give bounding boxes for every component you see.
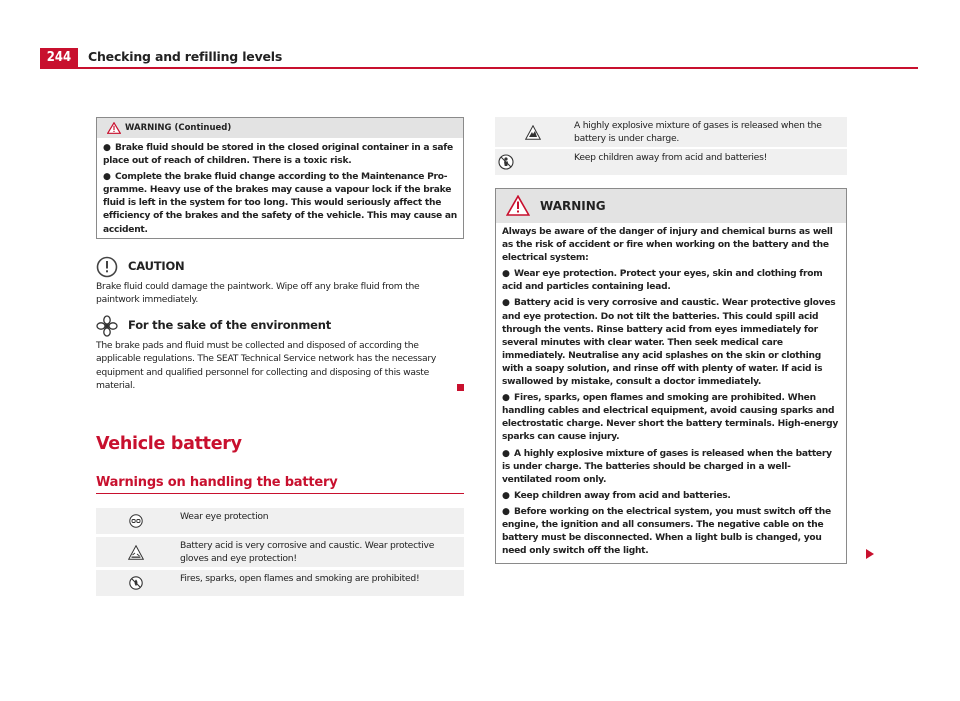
symbol-description: Wear eye protection bbox=[176, 508, 464, 534]
bullet-glyph: ● bbox=[502, 506, 510, 517]
header-rule bbox=[40, 67, 918, 69]
warning-bullet: ● Fires, sparks, open flames and smoking are prohibited. When handling cables and electrical equipment, avoid causing sparks and electrostatic charge. Never short the battery terminals. High-energy sparks can cause injury. bbox=[502, 393, 839, 443]
symbol-description: Fires, sparks, open flames and smoking are prohibited! bbox=[176, 570, 464, 596]
bullet-glyph: ● bbox=[502, 298, 510, 309]
caution-heading: CAUTION bbox=[96, 256, 464, 278]
right-symbol-table bbox=[495, 117, 847, 178]
warning-continued-box bbox=[96, 117, 464, 239]
warning-continued-title: WARNING (Continued) bbox=[125, 123, 232, 133]
warning-bullet: ● Brake fluid should be stored in the closed original container in a safe place out of reach of children. There is a toxic risk. bbox=[103, 143, 453, 167]
bullet-glyph: ● bbox=[103, 143, 111, 153]
continued-arrow-icon bbox=[866, 549, 874, 559]
warning-box bbox=[495, 188, 847, 564]
caution-text: Brake fluid could damage the paintwork. Wipe off any brake fluid from the paintwork immediately. bbox=[96, 281, 420, 306]
table-row bbox=[96, 570, 464, 596]
warning-triangle-icon bbox=[506, 195, 530, 216]
table-row bbox=[495, 117, 847, 147]
table-row bbox=[96, 537, 464, 567]
warning-bullet: ● A highly explosive mixture of gases is released when the battery is under charge. The batteries should be charged in a well-ventilated room only. bbox=[502, 448, 832, 485]
symbol-description: A highly explosive mixture of gases is released when the battery is under charge. bbox=[570, 117, 847, 147]
environment-text: The brake pads and fluid must be collected and disposed of according the applicable regulations. The SEAT Technical Service network has the necessary equipment and qualified personnel for collecting and disposing of this waste material. bbox=[96, 340, 437, 391]
no-fire-icon bbox=[129, 576, 143, 590]
warning-bullet: ● Wear eye protection. Protect your eyes, skin and clothing from acid and particles containing lead. bbox=[502, 269, 823, 293]
left-symbol-table bbox=[96, 508, 464, 599]
page-number: 244 bbox=[40, 48, 78, 68]
corrosive-icon bbox=[128, 545, 144, 560]
warning-bullet: ● Complete the brake fluid change according to the Maintenance Programme. Heavy use of the brakes may cause a vapour lock if the brake fluid is left in the system for too long. This would seriously affect the efficiency of the brakes and the safety of the vehicle. This may cause an accident. bbox=[103, 172, 458, 235]
warning-continued-body bbox=[97, 138, 463, 246]
section-title: Vehicle battery bbox=[96, 434, 242, 454]
subsection-title: Warnings on handling the battery bbox=[96, 475, 338, 490]
warning-intro: Always be aware of the danger of injury and chemical burns as well as the risk of accident or fire when working on the battery and the electrical system: bbox=[502, 227, 833, 264]
bullet-glyph: ● bbox=[103, 172, 111, 183]
warning-header bbox=[496, 189, 846, 223]
caution-section bbox=[96, 256, 464, 307]
bullet-glyph: ● bbox=[502, 448, 510, 459]
warning-bullet: ● Battery acid is very corrosive and caustic. Wear protective gloves and eye protection. Do not tilt the batteries. This could spill acid through the vents. Rinse battery acid from eyes immediately for several minutes with clear water. Then seek medical care immediately. Neutralise any acid splashes on the skin or clothing with a soapy solution, and rinse off with plenty of water. If acid is swallowed by mistake, consult a doctor immediately. bbox=[502, 298, 836, 388]
table-row bbox=[495, 149, 847, 175]
keep-children-away-icon bbox=[498, 154, 514, 170]
warning-bullet: ● Before working on the electrical system, you must switch off the engine, the ignition and all consumers. The negative cable on the battery must be disconnected. When a light bulb is changed, you need only switch off the light. bbox=[502, 506, 831, 557]
explosive-gas-icon bbox=[525, 125, 541, 140]
chapter-title: Checking and refilling levels bbox=[88, 49, 283, 64]
caution-icon bbox=[96, 256, 118, 278]
bullet-glyph: ● bbox=[502, 269, 510, 280]
warning-bullet: ● Keep children away from acid and batteries. bbox=[502, 490, 840, 503]
environment-heading: For the sake of the environment bbox=[96, 315, 464, 337]
page-header bbox=[40, 48, 918, 70]
bullet-glyph: ● bbox=[502, 393, 510, 404]
symbol-description: Keep children away from acid and batteries! bbox=[570, 149, 847, 175]
environment-section bbox=[96, 315, 464, 392]
warning-triangle-icon bbox=[107, 122, 121, 134]
warning-body bbox=[496, 223, 846, 567]
eye-protection-icon bbox=[129, 514, 143, 528]
subsection-rule bbox=[96, 493, 464, 494]
warning-continued-header bbox=[97, 118, 463, 138]
table-row bbox=[96, 508, 464, 534]
symbol-description: Battery acid is very corrosive and caustic. Wear protective gloves and eye protection! bbox=[176, 537, 464, 567]
flower-icon bbox=[96, 315, 118, 337]
bullet-glyph: ● bbox=[502, 490, 510, 501]
warning-title: WARNING bbox=[540, 199, 606, 213]
section-end-marker bbox=[457, 384, 464, 391]
